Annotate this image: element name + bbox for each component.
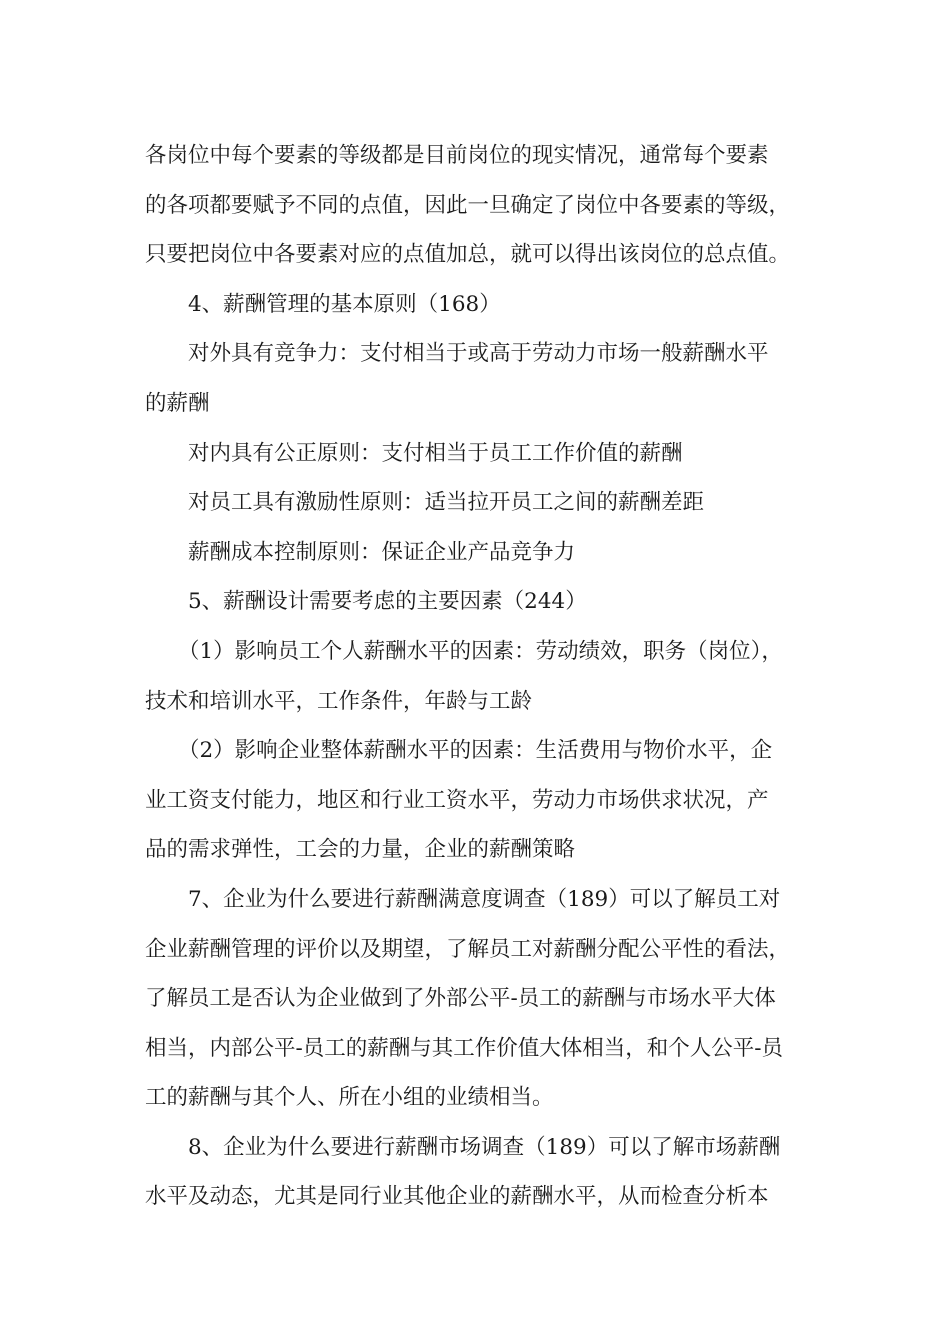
body-line: 品的需求弹性，工会的力量，企业的薪酬策略 [145, 837, 576, 863]
body-line: 的各项都要赋予不同的点值，因此一旦确定了岗位中各要素的等级， [145, 192, 791, 218]
body-line: 只要把岗位中各要素对应的点值加总，就可以得出该岗位的总点值。 [145, 242, 791, 268]
section-heading: 7、企业为什么要进行薪酬满意度调查（189）可以了解员工对 [188, 886, 781, 912]
section-heading: 5、薪酬设计需要考虑的主要因素（244） [188, 589, 587, 615]
body-line: 对员工具有激励性原则：适当拉开员工之间的薪酬差距 [188, 490, 705, 516]
body-line: 各岗位中每个要素的等级都是目前岗位的现实情况，通常每个要素 [145, 143, 769, 168]
body-line: 工的薪酬与其个人、所在小组的业绩相当。 [145, 1085, 554, 1111]
body-line: 相当，内部公平-员工的薪酬与其工作价值大体相当，和个人公平-员 [145, 1035, 784, 1061]
body-line: 了解员工是否认为企业做到了外部公平-员工的薪酬与市场水平大体 [145, 986, 776, 1012]
body-line: 的薪酬 [145, 390, 210, 416]
body-line: 对外具有竞争力：支付相当于或高于劳动力市场一般薪酬水平 [188, 341, 769, 367]
body-line: 水平及动态，尤其是同行业其他企业的薪酬水平，从而检查分析本 [145, 1184, 769, 1210]
body-line: 技术和培训水平，工作条件，年龄与工龄 [145, 688, 533, 714]
body-line: （2）影响企业整体薪酬水平的因素：生活费用与物价水平，企 [178, 738, 773, 764]
body-line: （1）影响员工个人薪酬水平的因素：劳动绩效，职务（岗位）， [178, 638, 783, 664]
body-line: 企业薪酬管理的评价以及期望，了解员工对薪酬分配公平性的看法， [145, 936, 791, 962]
body-line: 对内具有公正原则：支付相当于员工工作价值的薪酬 [188, 440, 683, 466]
body-line: 业工资支付能力，地区和行业工资水平，劳动力市场供求状况，产 [145, 787, 769, 813]
section-heading: 8、企业为什么要进行薪酬市场调查（189）可以了解市场薪酬 [188, 1134, 781, 1160]
body-line: 薪酬成本控制原则：保证企业产品竞争力 [188, 539, 576, 565]
document-body [145, 131, 825, 1222]
section-heading: 4、薪酬管理的基本原则（168） [188, 291, 501, 317]
